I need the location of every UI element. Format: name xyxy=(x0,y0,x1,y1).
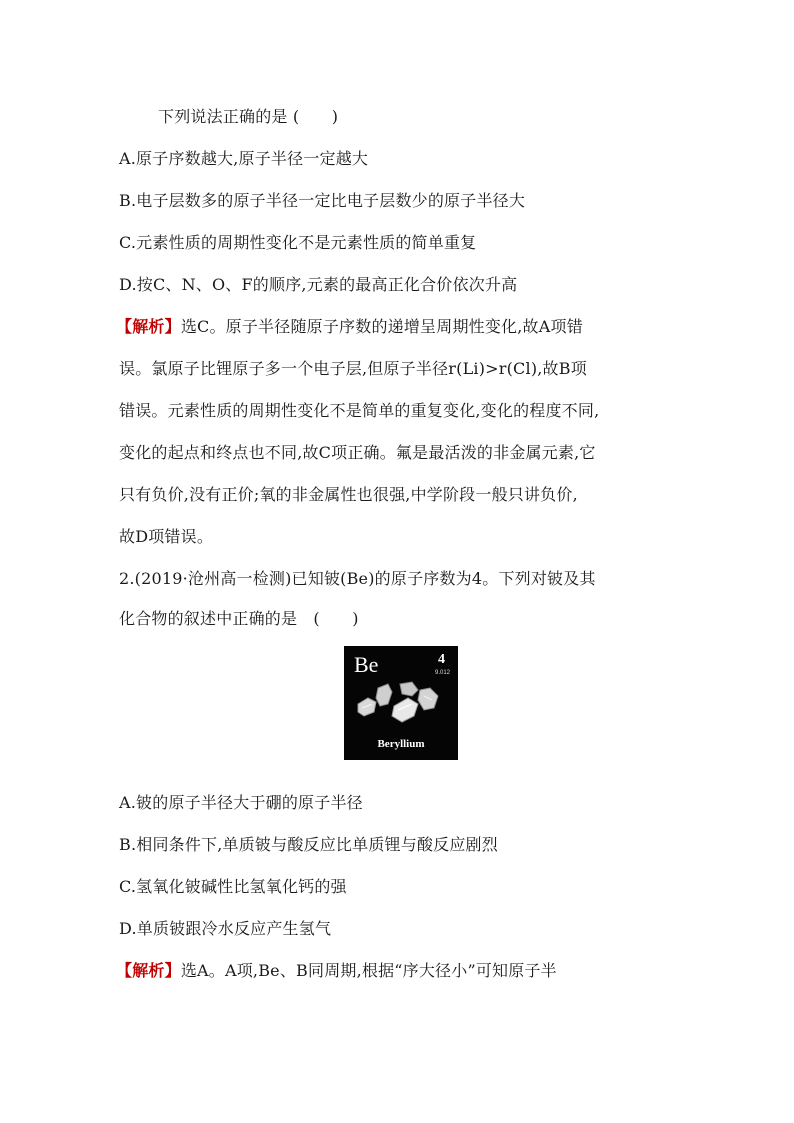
q2-analysis-tag: 【解析】 xyxy=(116,961,181,980)
beryllium-rocks-icon xyxy=(354,678,448,734)
q1-analysis-first-line xyxy=(116,317,583,337)
q1-analysis-text: 选C。原子半径随原子序数的递增呈周期性变化,故A项错 xyxy=(180,317,583,336)
q1-analysis-line: 只有负价,没有正价;氧的非金属性也很强,中学阶段一般只讲负价, xyxy=(119,485,578,504)
q2-stem-line-1: 2.(2019·沧州高一检测)已知铍(Be)的原子序数为4。下列对铍及其 xyxy=(119,569,596,588)
q1-option-d: D.按C、N、O、F的顺序,元素的最高正化合价依次升高 xyxy=(119,275,518,294)
q1-option-a: A.原子序数越大,原子半径一定越大 xyxy=(119,149,369,168)
q2-option-a: A.铍的原子半径大于硼的原子半径 xyxy=(119,793,363,812)
q2-analysis-first-line xyxy=(116,961,557,981)
q1-analysis-line: 故D项错误。 xyxy=(119,527,214,546)
q1-option-b: B.电子层数多的原子半径一定比电子层数少的原子半径大 xyxy=(119,191,526,210)
q1-analysis-line: 错误。元素性质的周期性变化不是简单的重复变化,变化的程度不同, xyxy=(119,401,600,420)
q1-analysis-line: 误。氯原子比锂原子多一个电子层,但原子半径r(Li)>r(Cl),故B项 xyxy=(119,359,587,378)
atomic-mass: 9.012 xyxy=(434,670,450,676)
element-name: Beryllium xyxy=(377,738,425,750)
q1-stem: 下列说法正确的是 ( ) xyxy=(158,107,339,126)
q2-analysis-text: 选A。A项,Be、B同周期,根据“序大径小”可知原子半 xyxy=(180,961,557,980)
q2-option-d: D.单质铍跟冷水反应产生氢气 xyxy=(119,919,332,938)
q1-analysis-line: 变化的起点和终点也不同,故C项正确。氟是最活泼的非金属元素,它 xyxy=(119,443,596,462)
q2-option-c: C.氢氧化铍碱性比氢氧化钙的强 xyxy=(119,877,347,896)
q1-analysis-tag: 【解析】 xyxy=(116,317,181,336)
q2-option-b: B.相同条件下,单质铍与酸反应比单质锂与酸反应剧烈 xyxy=(119,835,498,854)
atomic-number: 4 xyxy=(438,652,445,667)
beryllium-figure xyxy=(344,646,458,760)
q1-option-c: C.元素性质的周期性变化不是元素性质的简单重复 xyxy=(119,233,477,252)
element-symbol: Be xyxy=(354,652,379,677)
q2-stem-line-2: 化合物的叙述中正确的是 ( ) xyxy=(119,609,359,628)
